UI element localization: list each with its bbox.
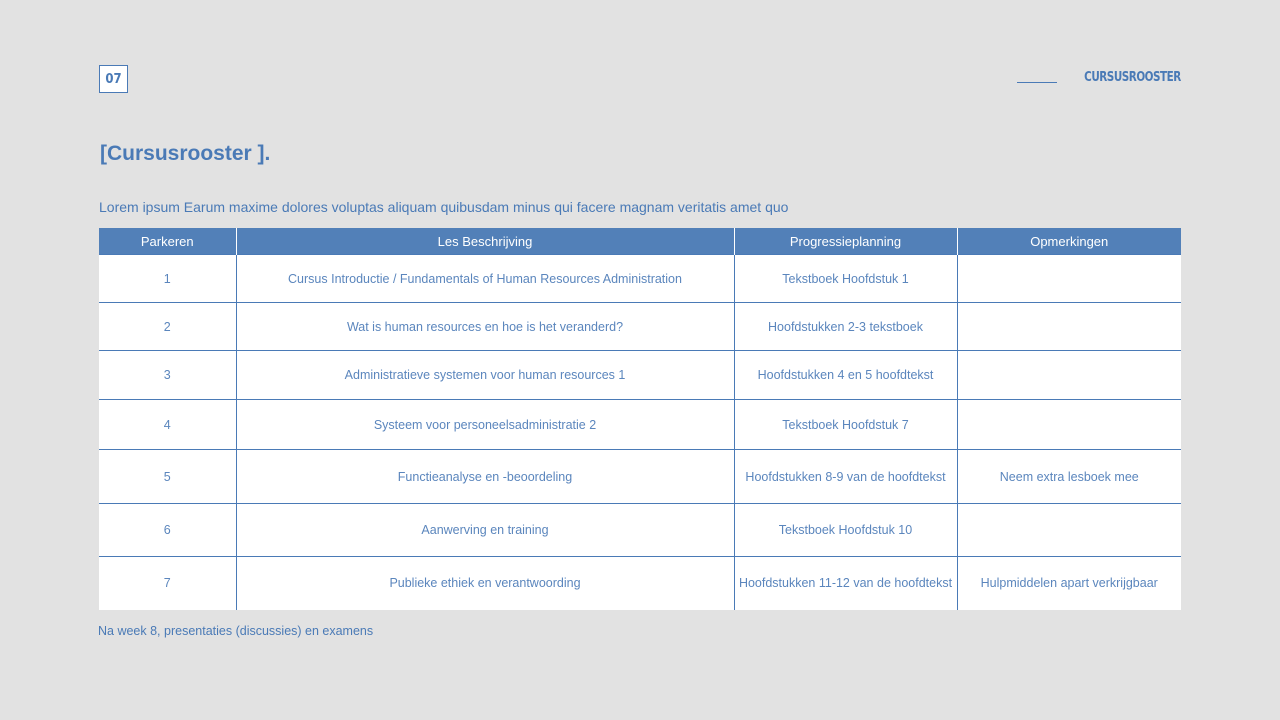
table-cell: 5 [99, 450, 236, 504]
table-cell [957, 303, 1181, 351]
table-cell: Hoofdstukken 4 en 5 hoofdtekst [734, 351, 957, 400]
table-cell: Tekstboek Hoofdstuk 7 [734, 400, 957, 450]
table-cell: Hoofdstukken 11-12 van de hoofdtekst [734, 557, 957, 610]
section-label-rule [1017, 82, 1057, 83]
table-cell [957, 400, 1181, 450]
table-cell [957, 504, 1181, 557]
table-cell: Systeem voor personeelsadministratie 2 [236, 400, 734, 450]
footnote: Na week 8, presentaties (discussies) en examens [98, 624, 374, 638]
table-cell: Publieke ethiek en verantwoording [236, 557, 734, 610]
table-cell: Hoofdstukken 8-9 van de hoofdtekst [734, 450, 957, 504]
table-cell: 7 [99, 557, 236, 610]
table-cell: 3 [99, 351, 236, 400]
table-cell: 6 [99, 504, 236, 557]
table-cell [957, 255, 1181, 303]
table-row [99, 351, 1181, 400]
table-cell: Tekstboek Hoofdstuk 10 [734, 504, 957, 557]
section-label [1017, 71, 1181, 85]
column-header: Parkeren [99, 228, 236, 255]
section-label-text: CURSUSROOSTER [1084, 70, 1181, 85]
table-row [99, 557, 1181, 610]
table-cell: 4 [99, 400, 236, 450]
table-cell: Aanwerving en training [236, 504, 734, 557]
table-row [99, 255, 1181, 303]
table-cell: 2 [99, 303, 236, 351]
table-cell: Hoofdstukken 2-3 tekstboek [734, 303, 957, 351]
table-header-row [99, 228, 1181, 255]
page-number: 07 [99, 65, 128, 93]
table-row [99, 504, 1181, 557]
table-row [99, 303, 1181, 351]
page-subtitle: Lorem ipsum Earum maxime dolores voluptas aliquam quibusdam minus qui facere magnam veritatis amet quo [99, 199, 789, 215]
table-cell: 1 [99, 255, 236, 303]
column-header: Opmerkingen [957, 228, 1181, 255]
column-header: Progressieplanning [734, 228, 957, 255]
page-title: [Cursusrooster ]. [100, 142, 271, 165]
table-row [99, 450, 1181, 504]
table-cell: Functieanalyse en -beoordeling [236, 450, 734, 504]
table-cell: Tekstboek Hoofdstuk 1 [734, 255, 957, 303]
column-header: Les Beschrijving [236, 228, 734, 255]
table-cell: Neem extra lesboek mee [957, 450, 1181, 504]
table-cell: Cursus Introductie / Fundamentals of Human Resources Administration [236, 255, 734, 303]
table-cell: Wat is human resources en hoe is het veranderd? [236, 303, 734, 351]
table-row [99, 400, 1181, 450]
course-schedule-table [99, 228, 1181, 610]
table-cell [957, 351, 1181, 400]
table-cell: Administratieve systemen voor human resources 1 [236, 351, 734, 400]
table-cell: Hulpmiddelen apart verkrijgbaar [957, 557, 1181, 610]
